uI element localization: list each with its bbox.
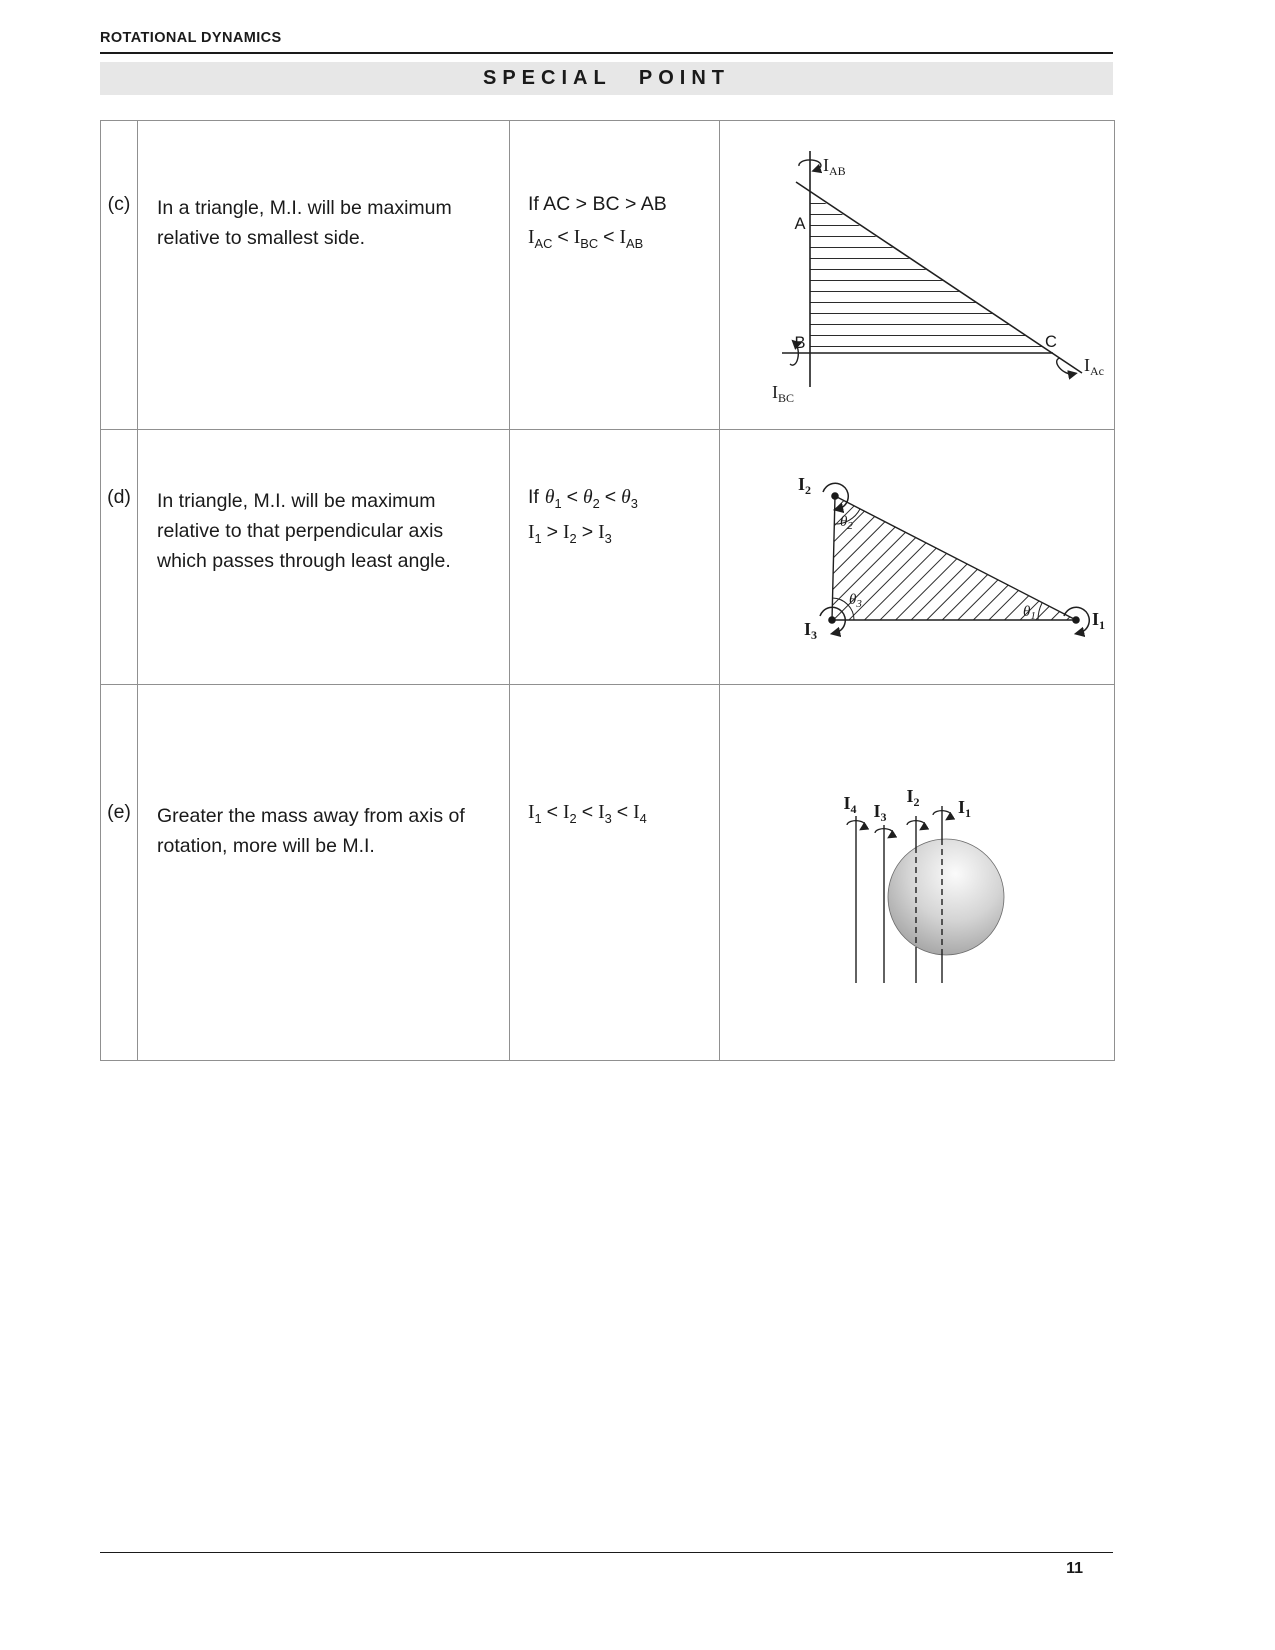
comparison-operator: <: [603, 226, 615, 248]
condition-prefix: If: [528, 486, 539, 508]
row-d-condition-cell: [510, 430, 720, 685]
label-vertex-a: A: [794, 215, 806, 233]
label-iab: $I_{AB}$: [823, 155, 846, 178]
row-d-label: (d): [107, 486, 131, 508]
row-e-description: Greater the mass away from axis of rotation, more will be M.I.: [138, 685, 510, 1060]
label-theta3: $\theta_3$: [849, 592, 862, 610]
vertex-dot-i1: [1072, 616, 1080, 624]
inertia-term-sub: 4: [639, 810, 647, 826]
inertia-term: I: [563, 802, 570, 823]
inertia-term-sub: 2: [569, 530, 577, 546]
page-number: 11: [1066, 1560, 1083, 1577]
angle-term: θ: [544, 487, 555, 508]
inertia-term: I: [633, 802, 640, 823]
row-e-diagram-cell: [720, 685, 1114, 1060]
inertia-term: I: [528, 227, 535, 248]
label-ibc: $I_{BC}$: [772, 382, 795, 405]
row-e-label: (e): [107, 801, 131, 823]
row-c-label: (c): [107, 193, 131, 215]
row-e-condition-line1: [528, 801, 719, 826]
inertia-term: I: [573, 227, 581, 248]
triangle-side-axes-diagram: [720, 121, 1112, 429]
row-d-condition-line1: [528, 486, 719, 511]
comparison-operator: <: [616, 801, 629, 823]
angle-term: θ: [582, 487, 593, 508]
label-theta2: $\theta_2$: [840, 514, 853, 532]
page-header: ROTATIONAL DYNAMICS: [100, 30, 282, 46]
label-theta1: $\theta_1$: [1023, 604, 1036, 622]
comparison-operator: <: [581, 801, 594, 823]
row-d-label-cell: [101, 430, 138, 685]
inertia-term-sub: AB: [626, 235, 644, 251]
comparison-operator: <: [566, 486, 578, 508]
inertia-term: I: [598, 521, 605, 543]
sphere-parallel-axes-diagram: [720, 685, 1112, 1059]
label-i1: $I_1$: [1092, 609, 1106, 632]
triangle-vertex-axes-diagram: [720, 430, 1112, 683]
row-c-diagram-cell: [720, 121, 1114, 430]
inertia-term: I: [598, 802, 605, 823]
angle-term: θ: [621, 487, 631, 508]
row-c-condition-line1: If AC > BC > AB: [528, 193, 667, 215]
row-d-diagram-cell: [720, 430, 1114, 685]
inertia-term-sub: BC: [580, 235, 599, 251]
inertia-term: I: [563, 521, 570, 543]
inertia-term: I: [528, 802, 535, 823]
row-d-condition-line2: [528, 521, 719, 546]
comparison-operator: <: [604, 486, 617, 508]
label-i3: $I_3$: [873, 801, 887, 824]
comparison-operator: <: [546, 801, 559, 823]
row-c-condition-cell: [510, 121, 720, 430]
inertia-term-sub: 1: [534, 810, 542, 826]
special-points-table: [100, 120, 1115, 1061]
inertia-term-sub: 2: [569, 810, 577, 826]
inertia-term-sub: AC: [534, 235, 553, 251]
comparison-operator: >: [581, 520, 594, 543]
inertia-term: I: [619, 227, 627, 248]
label-vertex-b: B: [794, 334, 806, 352]
label-i4: $I_4$: [843, 793, 857, 816]
row-d-description: In triangle, M.I. will be maximum relative to that perpendicular axis which passes through least angle.: [138, 430, 510, 685]
sphere: [888, 839, 1004, 955]
section-title-bar: [100, 62, 1113, 95]
inertia-term-sub: 1: [534, 530, 542, 546]
label-i2: $I_2$: [906, 786, 920, 809]
section-title: SPECIAL POINT: [483, 67, 730, 89]
row-e-condition-cell: [510, 685, 720, 1060]
vertex-dot-i3: [828, 616, 836, 624]
inertia-term-sub: 3: [604, 810, 612, 826]
label-i2: $I_2$: [798, 474, 812, 497]
footer-rule: [100, 1552, 1113, 1553]
triangle-hatched-area: [832, 496, 1076, 620]
inertia-term-sub: 3: [604, 530, 612, 546]
header-rule: [100, 52, 1113, 54]
row-c-condition-line2: [528, 226, 719, 251]
angle-term-sub: 2: [592, 495, 600, 511]
comparison-operator: >: [546, 520, 559, 543]
row-c-description: In a triangle, M.I. will be maximum relative to smallest side.: [138, 121, 510, 430]
label-iac: $I_{Ac}$: [1084, 355, 1104, 378]
row-e-label-cell: [101, 685, 138, 1060]
row-c-label-cell: [101, 121, 138, 430]
inertia-term: I: [528, 521, 535, 543]
angle-term-sub: 3: [630, 495, 638, 511]
angle-term-sub: 1: [554, 495, 562, 511]
vertex-dot-i2: [831, 492, 839, 500]
label-i1: $I_1$: [958, 797, 972, 820]
label-vertex-c: C: [1045, 333, 1057, 351]
label-i3: $I_3$: [804, 619, 818, 642]
comparison-operator: <: [557, 226, 569, 248]
